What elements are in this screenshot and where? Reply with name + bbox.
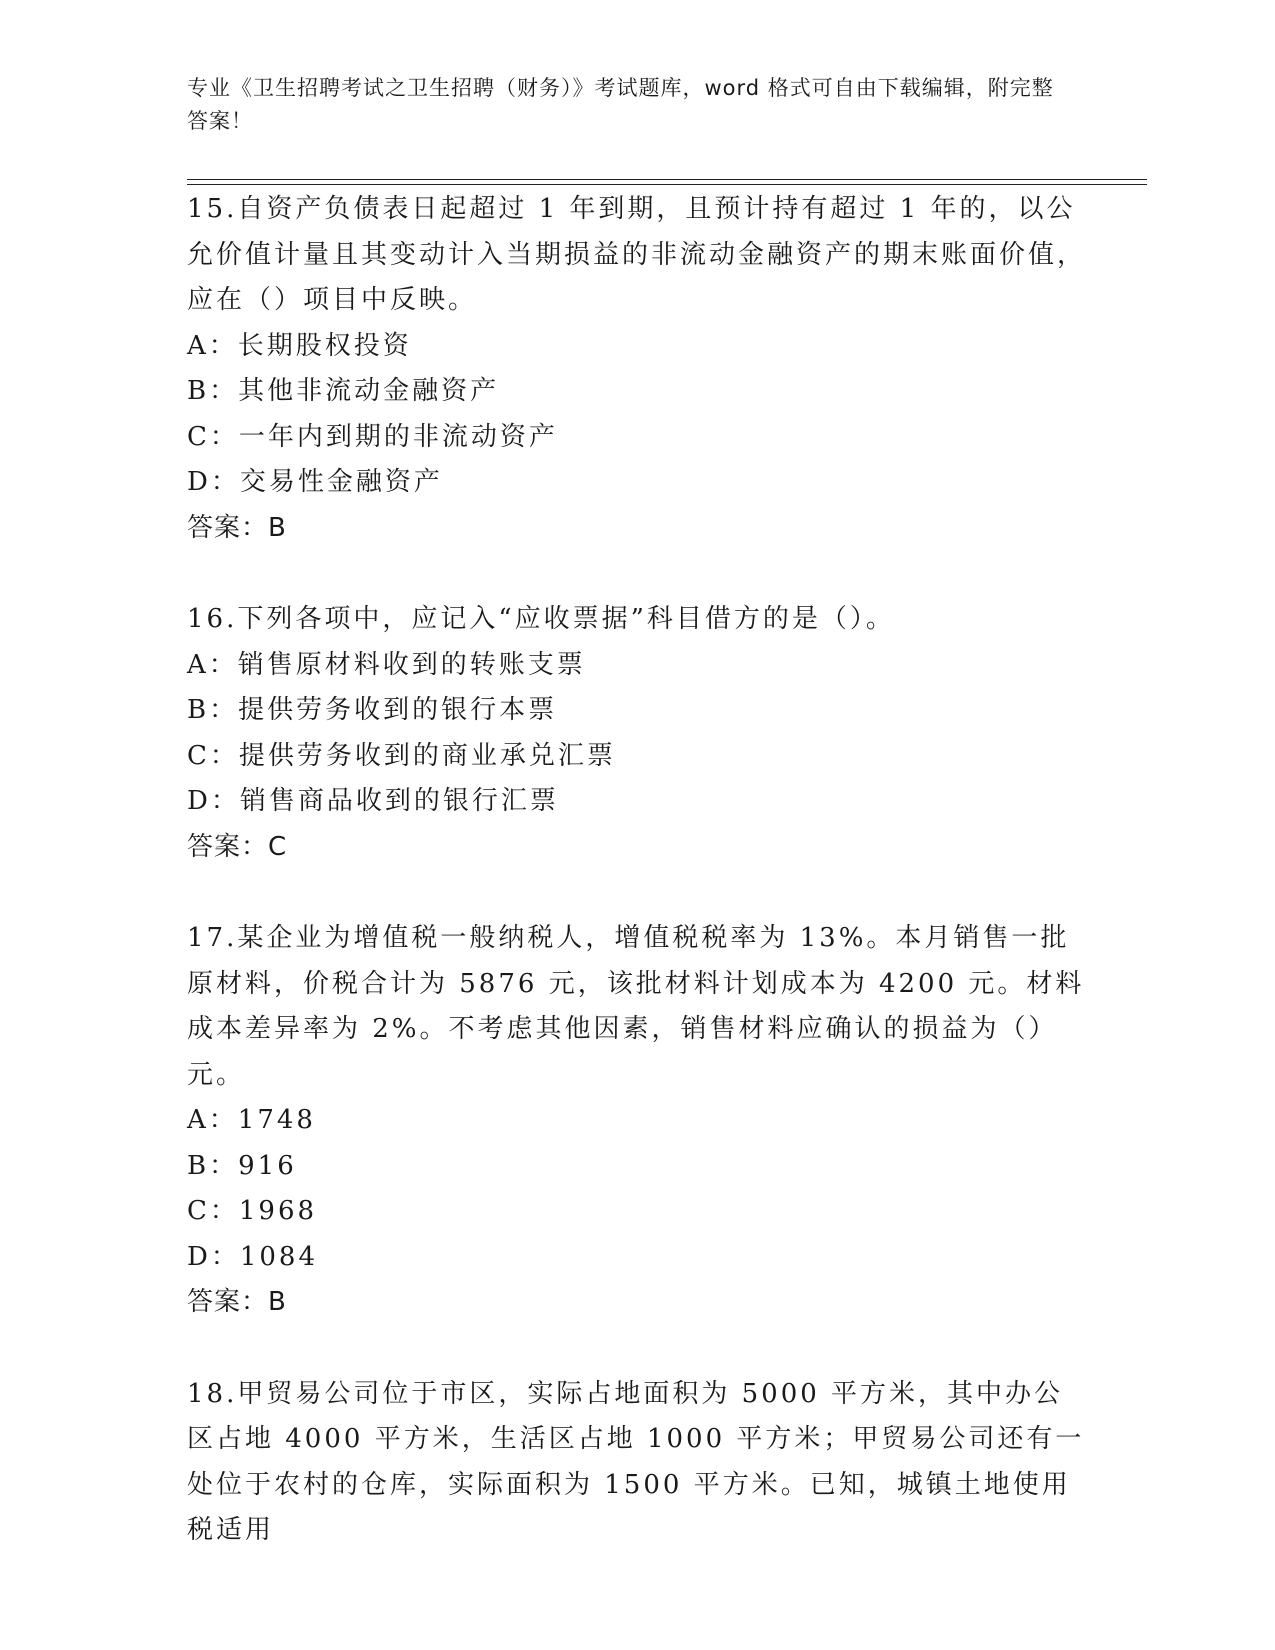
option-c: C：一年内到期的非流动资产 (187, 421, 558, 452)
option-b: B：提供劳务收到的银行本票 (187, 695, 558, 725)
question-16 (187, 597, 1087, 870)
option-d: D：交易性金融资产 (187, 467, 443, 497)
document-header: 专业《卫生招聘考试之卫生招聘（财务）》考试题库，word 格式可自由下载编辑，附完整答案！ (187, 76, 1054, 133)
option-a: A：长期股权投资 (187, 330, 412, 361)
question-text: 18.甲贸易公司位于市区，实际占地面积为 5000 平方米，其中办公区占地 4000 平方米，生活区占地 1000 平方米；甲贸易公司还有一处位于农村的仓库，实际面积为 1500 平方米。已知，城镇土地使用税适用 (187, 1378, 1085, 1545)
header-divider-top (187, 179, 1147, 180)
option-b: B：916 (187, 1150, 297, 1181)
option-b: B：其他非流动金融资产 (187, 376, 500, 406)
option-c: C：1968 (187, 1196, 318, 1226)
question-text: 17.某企业为增值税一般纳税人，增值税税率为 13%。本月销售一批原材料，价税合计为 5876 元，该批材料计划成本为 4200 元。材料成本差异率为 2%。不考虑其他因素，销售材料应确认的损益为（）元。 (187, 923, 1085, 1090)
question-15 (187, 187, 1087, 551)
answer: 答案：C (187, 831, 288, 862)
option-a: A：1748 (187, 1105, 316, 1135)
question-text: 15.自资产负债表日起超过 1 年到期，且预计持有超过 1 年的，以公允价值计量且其变动计入当期损益的非流动金融资产的期末账面价值，应在（）项目中反映。 (187, 194, 1087, 315)
question-18 (187, 1372, 1087, 1554)
option-c: C：提供劳务收到的商业承兑汇票 (187, 740, 616, 771)
question-17 (187, 916, 1087, 1326)
answer: 答案：B (187, 512, 287, 543)
option-d: D：1084 (187, 1241, 319, 1272)
question-text: 16.下列各项中，应记入“应收票据”科目借方的是（）。 (187, 604, 895, 634)
option-d: D：销售商品收到的银行汇票 (187, 786, 559, 816)
option-a: A：销售原材料收到的转账支票 (187, 649, 586, 680)
question-list (187, 187, 1087, 1600)
answer: 答案：B (187, 1287, 287, 1317)
header-divider-bottom (187, 184, 1147, 185)
